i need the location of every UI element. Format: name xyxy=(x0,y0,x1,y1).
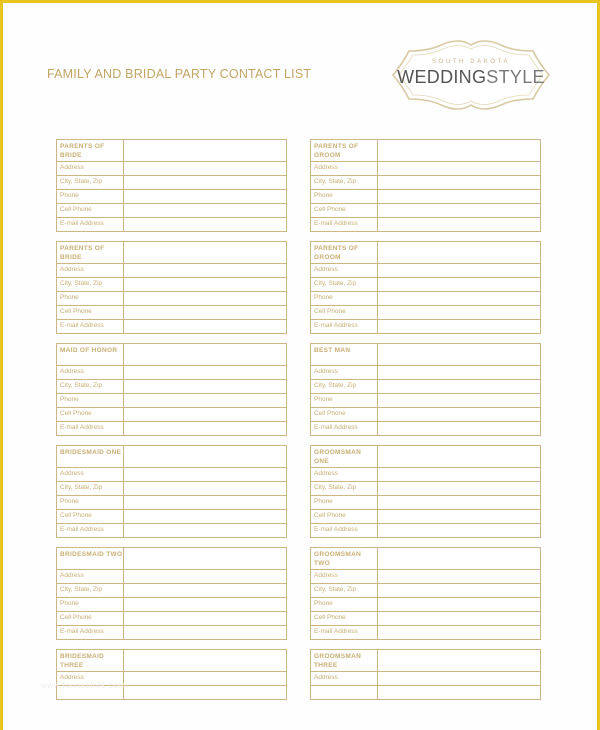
field-label: E-mail Address xyxy=(311,524,378,537)
field-label: City, State, Zip xyxy=(311,584,378,597)
field-entry[interactable] xyxy=(124,394,286,407)
field-label xyxy=(311,686,378,699)
document-title: FAMILY AND BRIDAL PARTY CONTACT LIST xyxy=(47,67,312,81)
field-entry[interactable] xyxy=(378,306,540,319)
contact-field-row xyxy=(311,468,540,482)
field-entry[interactable] xyxy=(378,510,540,523)
field-label: Address xyxy=(57,162,124,175)
contact-field-row xyxy=(311,686,540,699)
contact-card-header: BEST MAN xyxy=(311,344,378,365)
watermark: www.formsbirds.com xyxy=(41,681,126,690)
contact-field-row xyxy=(57,278,286,292)
field-entry[interactable] xyxy=(124,190,286,203)
field-entry[interactable] xyxy=(378,162,540,175)
field-label: Address xyxy=(311,468,378,481)
field-entry[interactable] xyxy=(378,394,540,407)
contact-field-row xyxy=(311,584,540,598)
field-entry[interactable] xyxy=(378,468,540,481)
field-label: E-mail Address xyxy=(57,524,124,537)
field-label: Address xyxy=(57,264,124,277)
field-label: Address xyxy=(311,570,378,583)
contact-field-row xyxy=(311,570,540,584)
contact-card-header-row xyxy=(311,650,540,672)
contact-card-header-row xyxy=(311,446,540,468)
field-entry[interactable] xyxy=(124,292,286,305)
field-entry[interactable] xyxy=(378,496,540,509)
contact-card xyxy=(310,139,541,232)
contact-card-header: PARENTS OF BRIDE xyxy=(57,140,124,161)
contact-field-row xyxy=(57,380,286,394)
contact-field-row xyxy=(57,218,286,231)
contact-card-header: PARENTS OF BRIDE xyxy=(57,242,124,263)
contact-field-row xyxy=(57,408,286,422)
contact-field-row xyxy=(57,204,286,218)
name-entry-field[interactable] xyxy=(124,140,286,161)
contact-card xyxy=(310,445,541,538)
field-label: City, State, Zip xyxy=(311,482,378,495)
name-entry-field[interactable] xyxy=(124,344,286,365)
field-entry[interactable] xyxy=(124,468,286,481)
contact-card-header-row xyxy=(311,548,540,570)
field-label: Address xyxy=(57,672,124,685)
left-contact-column xyxy=(56,139,287,709)
contact-card-header-row xyxy=(57,548,286,570)
contact-field-row xyxy=(311,380,540,394)
contact-card xyxy=(56,139,287,232)
field-entry[interactable] xyxy=(378,686,540,699)
field-entry[interactable] xyxy=(124,510,286,523)
field-label: Phone xyxy=(57,496,124,509)
contact-card-header: PARENTS OF GROOM xyxy=(311,242,378,263)
name-entry-field[interactable] xyxy=(378,344,540,365)
field-entry[interactable] xyxy=(124,672,286,685)
contact-card-header-row xyxy=(311,140,540,162)
contact-field-row xyxy=(57,422,286,435)
field-label: E-mail Address xyxy=(311,422,378,435)
contact-card-header-row xyxy=(57,446,286,468)
field-label: Address xyxy=(57,570,124,583)
field-entry[interactable] xyxy=(124,218,286,231)
field-entry[interactable] xyxy=(124,204,286,217)
field-entry[interactable] xyxy=(378,204,540,217)
field-label: E-mail Address xyxy=(57,320,124,333)
contact-card xyxy=(56,547,287,640)
field-entry[interactable] xyxy=(378,264,540,277)
contact-field-row xyxy=(311,482,540,496)
field-label: City, State, Zip xyxy=(57,278,124,291)
field-label: Cell Phone xyxy=(57,306,124,319)
field-entry[interactable] xyxy=(378,598,540,611)
field-label: Address xyxy=(57,468,124,481)
field-label: Phone xyxy=(57,190,124,203)
field-entry[interactable] xyxy=(124,686,286,699)
field-label: Phone xyxy=(311,190,378,203)
logo-tagline: SOUTH DAKOTA xyxy=(431,59,511,65)
field-label: Cell Phone xyxy=(311,612,378,625)
contact-field-row xyxy=(311,190,540,204)
field-label: City, State, Zip xyxy=(57,482,124,495)
name-entry-field[interactable] xyxy=(124,650,286,671)
contact-field-row xyxy=(311,394,540,408)
field-entry[interactable] xyxy=(378,218,540,231)
contact-field-row xyxy=(57,524,286,537)
field-entry[interactable] xyxy=(124,496,286,509)
field-label: City, State, Zip xyxy=(311,176,378,189)
contact-card-header: MAID OF HONOR xyxy=(57,344,124,365)
field-entry[interactable] xyxy=(378,672,540,685)
wedding-style-logo xyxy=(389,37,553,113)
name-entry-field[interactable] xyxy=(124,548,286,569)
name-entry-field[interactable] xyxy=(124,242,286,263)
field-label: Cell Phone xyxy=(57,408,124,421)
contact-field-row xyxy=(311,422,540,435)
contact-field-row xyxy=(57,264,286,278)
contact-card xyxy=(310,649,541,700)
contact-field-row xyxy=(311,612,540,626)
field-entry[interactable] xyxy=(124,626,286,639)
field-entry[interactable] xyxy=(378,408,540,421)
field-entry[interactable] xyxy=(124,176,286,189)
field-entry[interactable] xyxy=(124,320,286,333)
field-entry[interactable] xyxy=(124,524,286,537)
field-label: Cell Phone xyxy=(57,612,124,625)
contact-field-row xyxy=(57,394,286,408)
contact-card xyxy=(310,241,541,334)
contact-field-row xyxy=(57,570,286,584)
contact-card xyxy=(56,241,287,334)
field-entry[interactable] xyxy=(378,176,540,189)
contact-field-row xyxy=(57,598,286,612)
contact-card-header-row xyxy=(57,344,286,366)
field-entry[interactable] xyxy=(124,264,286,277)
field-label: City, State, Zip xyxy=(311,278,378,291)
contact-card-header-row xyxy=(311,242,540,264)
field-entry[interactable] xyxy=(378,278,540,291)
contact-field-row xyxy=(57,320,286,333)
contact-field-row xyxy=(57,496,286,510)
field-label: City, State, Zip xyxy=(57,380,124,393)
contact-field-row xyxy=(311,218,540,231)
field-label: Address xyxy=(311,162,378,175)
field-label: E-mail Address xyxy=(57,218,124,231)
field-entry[interactable] xyxy=(124,306,286,319)
contact-field-row xyxy=(57,292,286,306)
contact-card-header-row xyxy=(57,650,286,672)
contact-field-row xyxy=(57,584,286,598)
contact-card-header: GROOMSMAN ONE xyxy=(311,446,378,467)
contact-card-header: GROOMSMAN THREE xyxy=(311,650,378,671)
field-label: Cell Phone xyxy=(311,204,378,217)
field-entry[interactable] xyxy=(124,380,286,393)
logo-brand-main: WEDDING xyxy=(397,67,487,87)
contact-field-row xyxy=(311,510,540,524)
contact-field-row xyxy=(311,524,540,537)
field-label: Phone xyxy=(311,394,378,407)
field-entry[interactable] xyxy=(378,570,540,583)
field-label: Cell Phone xyxy=(311,408,378,421)
field-label: Cell Phone xyxy=(57,510,124,523)
contact-field-row xyxy=(311,162,540,176)
contact-card xyxy=(56,445,287,538)
logo-brand-accent: STYLE xyxy=(486,67,545,87)
contact-field-row xyxy=(57,482,286,496)
contact-card-header-row xyxy=(311,344,540,366)
contact-field-row xyxy=(57,468,286,482)
contact-card xyxy=(310,547,541,640)
field-label: Phone xyxy=(57,598,124,611)
field-label: Phone xyxy=(311,598,378,611)
contact-field-row xyxy=(311,408,540,422)
field-entry[interactable] xyxy=(378,366,540,379)
contact-card-header: BRIDESMAID ONE xyxy=(57,446,124,467)
contact-field-row xyxy=(311,672,540,686)
contact-field-row xyxy=(311,176,540,190)
contact-field-row xyxy=(311,204,540,218)
field-entry[interactable] xyxy=(378,584,540,597)
contact-card-header: BRIDESMAID TWO xyxy=(57,548,124,569)
field-entry[interactable] xyxy=(378,422,540,435)
logo-brand xyxy=(389,67,553,88)
contact-field-row xyxy=(311,320,540,333)
contact-field-row xyxy=(57,190,286,204)
field-entry[interactable] xyxy=(124,278,286,291)
contact-card xyxy=(310,343,541,436)
field-label: Cell Phone xyxy=(311,306,378,319)
field-entry[interactable] xyxy=(378,380,540,393)
contact-field-row xyxy=(57,306,286,320)
contact-card-header-row xyxy=(57,140,286,162)
field-label: Phone xyxy=(57,292,124,305)
name-entry-field[interactable] xyxy=(378,446,540,467)
contact-card-header: BRIDESMAID THREE xyxy=(57,650,124,671)
field-label: Cell Phone xyxy=(311,510,378,523)
contact-field-row xyxy=(311,496,540,510)
contact-field-row xyxy=(57,176,286,190)
contact-field-row xyxy=(57,366,286,380)
field-entry[interactable] xyxy=(378,524,540,537)
field-label: Address xyxy=(57,366,124,379)
document-page xyxy=(3,3,597,730)
field-entry[interactable] xyxy=(378,612,540,625)
field-label: Cell Phone xyxy=(57,204,124,217)
field-label: Address xyxy=(311,264,378,277)
contact-field-row xyxy=(311,366,540,380)
contact-card-header: PARENTS OF GROOM xyxy=(311,140,378,161)
field-entry[interactable] xyxy=(378,292,540,305)
name-entry-field[interactable] xyxy=(378,650,540,671)
name-entry-field[interactable] xyxy=(378,548,540,569)
contact-field-row xyxy=(57,510,286,524)
field-label: E-mail Address xyxy=(57,626,124,639)
field-label: E-mail Address xyxy=(57,422,124,435)
field-entry[interactable] xyxy=(378,626,540,639)
field-entry[interactable] xyxy=(124,366,286,379)
contact-field-row xyxy=(311,264,540,278)
field-label: E-mail Address xyxy=(311,626,378,639)
field-entry[interactable] xyxy=(124,612,286,625)
contact-field-row xyxy=(57,612,286,626)
contact-field-row xyxy=(311,292,540,306)
name-entry-field[interactable] xyxy=(378,242,540,263)
field-label: Phone xyxy=(311,496,378,509)
contact-field-row xyxy=(57,626,286,639)
field-label: City, State, Zip xyxy=(57,584,124,597)
field-entry[interactable] xyxy=(124,482,286,495)
field-entry[interactable] xyxy=(124,584,286,597)
right-contact-column xyxy=(310,139,541,709)
field-entry[interactable] xyxy=(378,190,540,203)
contact-field-row xyxy=(311,278,540,292)
contact-field-row xyxy=(311,598,540,612)
field-entry[interactable] xyxy=(378,320,540,333)
field-entry[interactable] xyxy=(124,422,286,435)
field-label: City, State, Zip xyxy=(57,176,124,189)
contact-field-row xyxy=(311,626,540,639)
name-entry-field[interactable] xyxy=(378,140,540,161)
field-entry[interactable] xyxy=(378,482,540,495)
field-entry[interactable] xyxy=(124,570,286,583)
name-entry-field[interactable] xyxy=(124,446,286,467)
contact-field-row xyxy=(57,162,286,176)
field-label: Address xyxy=(311,672,378,685)
field-label: Phone xyxy=(57,394,124,407)
contact-card-header: GROOMSMAN TWO xyxy=(311,548,378,569)
field-label: Address xyxy=(311,366,378,379)
field-entry[interactable] xyxy=(124,408,286,421)
field-entry[interactable] xyxy=(124,598,286,611)
field-entry[interactable] xyxy=(124,162,286,175)
field-label: City, State, Zip xyxy=(311,380,378,393)
contact-card xyxy=(56,343,287,436)
field-label: E-mail Address xyxy=(311,320,378,333)
contact-field-row xyxy=(311,306,540,320)
contact-card-header-row xyxy=(57,242,286,264)
field-label: E-mail Address xyxy=(311,218,378,231)
contact-card xyxy=(56,649,287,700)
field-label: Phone xyxy=(311,292,378,305)
